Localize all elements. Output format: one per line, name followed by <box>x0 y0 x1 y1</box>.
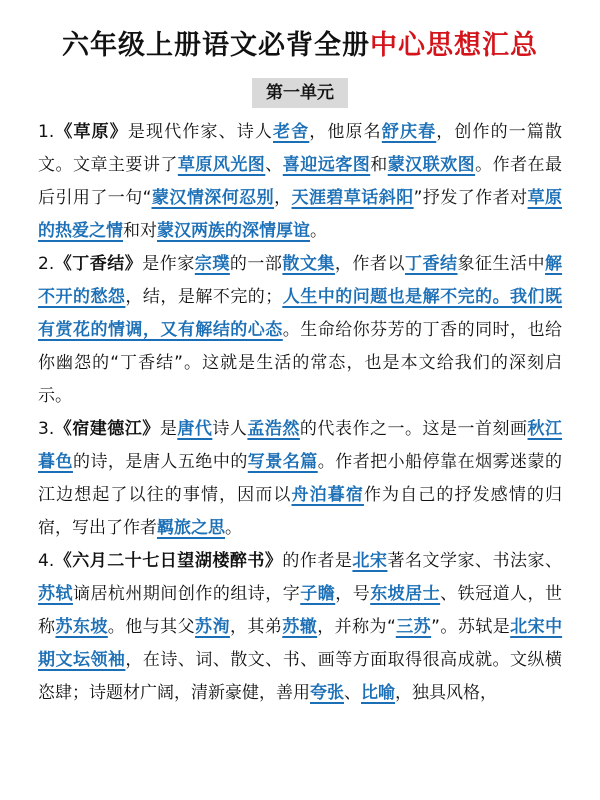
work-title: 《草原》 <box>54 122 128 142</box>
paragraph-text: 2. <box>38 254 55 274</box>
highlighted-term: 孟浩然 <box>247 419 300 439</box>
work-title: 《六月二十七日望湖楼醉书》 <box>54 551 283 571</box>
paragraph-text: ”。苏轼是 <box>431 617 511 637</box>
highlighted-term: 草原的热爱之情 <box>38 188 563 241</box>
highlighted-term: 秋江暮色 <box>38 419 563 472</box>
paragraph-text: 。 <box>310 221 327 241</box>
paragraph-text: 谪居杭州期间创作的组诗，字 <box>72 584 301 604</box>
highlighted-term: 苏东坡 <box>55 617 108 637</box>
highlighted-term: 草原风光图 <box>177 155 266 175</box>
paragraph-text: ，创作的一篇散文。文章主要讲了 <box>38 122 563 175</box>
highlighted-term: 天涯碧草话斜阳 <box>291 188 414 208</box>
highlighted-term: 喜迎远客图 <box>282 155 371 175</box>
highlighted-term: 蒙汉情深何忍别 <box>151 188 275 208</box>
paragraph-text: 诗人 <box>212 419 248 439</box>
highlighted-term: 夸张 <box>310 683 344 703</box>
highlighted-term: 东坡居士 <box>370 584 441 604</box>
paragraph-text: ， <box>274 188 292 208</box>
highlighted-term: 蒙汉两族的深情厚谊 <box>157 221 310 241</box>
highlighted-term: 散文集 <box>282 254 335 274</box>
paragraph-text: 1. <box>38 122 55 142</box>
paragraph-text: 的一部 <box>229 254 283 274</box>
highlighted-term: 人生中的问题也是解不完的。我们既有赏花的情调，又有解结的心态 <box>38 287 563 340</box>
highlighted-term: 苏辙 <box>282 617 318 637</box>
paragraph-text: 的诗，是唐人五绝中的 <box>72 452 248 472</box>
paragraph-text: 著名文学家、书法家、 <box>387 551 563 571</box>
unit-heading-row <box>38 78 562 108</box>
highlighted-term: 苏轼 <box>38 584 73 604</box>
paragraph-text: 是现代作家、诗人 <box>127 122 273 142</box>
paragraph-text: 和对 <box>123 221 157 241</box>
paragraph-text: 的代表作之一。这是一首刻画 <box>299 419 528 439</box>
highlighted-term: 舟泊暮宿 <box>291 485 364 505</box>
title-prefix: 六年级上册语文必背全册 <box>62 30 370 61</box>
paragraph-text: ，号 <box>335 584 371 604</box>
paragraph-text: 、 <box>344 683 361 703</box>
highlighted-term: 写景名篇 <box>247 452 318 472</box>
paragraph-text: 3. <box>38 419 55 439</box>
highlighted-term: 丁香结 <box>404 254 458 274</box>
highlighted-term: 唐代 <box>177 419 213 439</box>
paragraph-text: 、铁冠道人，世称 <box>38 584 563 637</box>
paragraph-dingxiangjie <box>38 248 562 413</box>
paragraph-text: ，独具风格， <box>395 683 497 703</box>
highlighted-term: 老舍 <box>273 122 310 142</box>
highlighted-term: 蒙汉联欢图 <box>387 155 476 175</box>
highlighted-term: 北宋中期文坛领袖 <box>38 617 563 670</box>
paragraph-text: 。作者在最后引用了一句“ <box>38 155 563 208</box>
paragraph-text: ，在诗、词、散文、书、画等方面取得很高成就。文纵横恣肆；诗题材广阔，清新豪健，善用 <box>38 650 563 703</box>
paragraph-text: ，结，是解不完的； <box>125 287 283 307</box>
paragraph-text: 是 <box>159 419 178 439</box>
work-title: 《宿建德江》 <box>54 419 160 439</box>
highlighted-term: 羁旅之思 <box>157 518 225 538</box>
paragraph-text: 。作者把小船停靠在烟雾迷蒙的江边想起了以往的事情，因而以 <box>38 452 563 505</box>
paragraph-text: ，并称为“ <box>317 617 396 637</box>
paragraph-text: 和 <box>370 155 388 175</box>
paragraph-text: 。生命给你芬芳的丁香的同时，也给你幽怨的“丁香结”。这就是生活的常态，也是本文给我们的深刻启示。 <box>38 320 563 406</box>
highlighted-term: 北宋 <box>352 551 388 571</box>
work-title: 《丁香结》 <box>54 254 143 274</box>
paragraph-text: ”抒发了作者对 <box>413 188 528 208</box>
paragraph-text: 4. <box>38 551 55 571</box>
highlighted-term: 子瞻 <box>300 584 336 604</box>
paragraph-sujiandejiang <box>38 413 562 545</box>
highlighted-term: 三苏 <box>395 617 432 637</box>
unit-badge: 第一单元 <box>252 78 348 108</box>
highlighted-term: 苏洵 <box>195 617 230 637</box>
paragraph-text: 。 <box>225 518 242 538</box>
paragraph-text: 是作家 <box>142 254 195 274</box>
paragraph-text: ，其弟 <box>229 617 283 637</box>
highlighted-term: 宗璞 <box>194 254 230 274</box>
paragraph-text: 、 <box>265 155 283 175</box>
page-title <box>38 28 562 64</box>
paragraph-text: 。他与其父 <box>107 617 196 637</box>
paragraph-text: 象征生活中 <box>457 254 546 274</box>
paragraph-text: ，作者以 <box>334 254 405 274</box>
highlighted-term: 舒庆春 <box>381 122 437 142</box>
highlighted-term: 比喻 <box>361 683 395 703</box>
title-accent: 中心思想汇总 <box>370 30 538 61</box>
paragraph-wanghulou <box>38 545 562 710</box>
paragraph-text: ，他原名 <box>309 122 382 142</box>
paragraph-caoyuan <box>38 116 562 248</box>
highlighted-term: 解不开的愁怨 <box>38 254 563 307</box>
paragraph-text: 的作者是 <box>282 551 353 571</box>
content-body <box>38 116 562 710</box>
paragraph-text: 作为自己的抒发感情的归宿，写出了作者 <box>38 485 563 538</box>
